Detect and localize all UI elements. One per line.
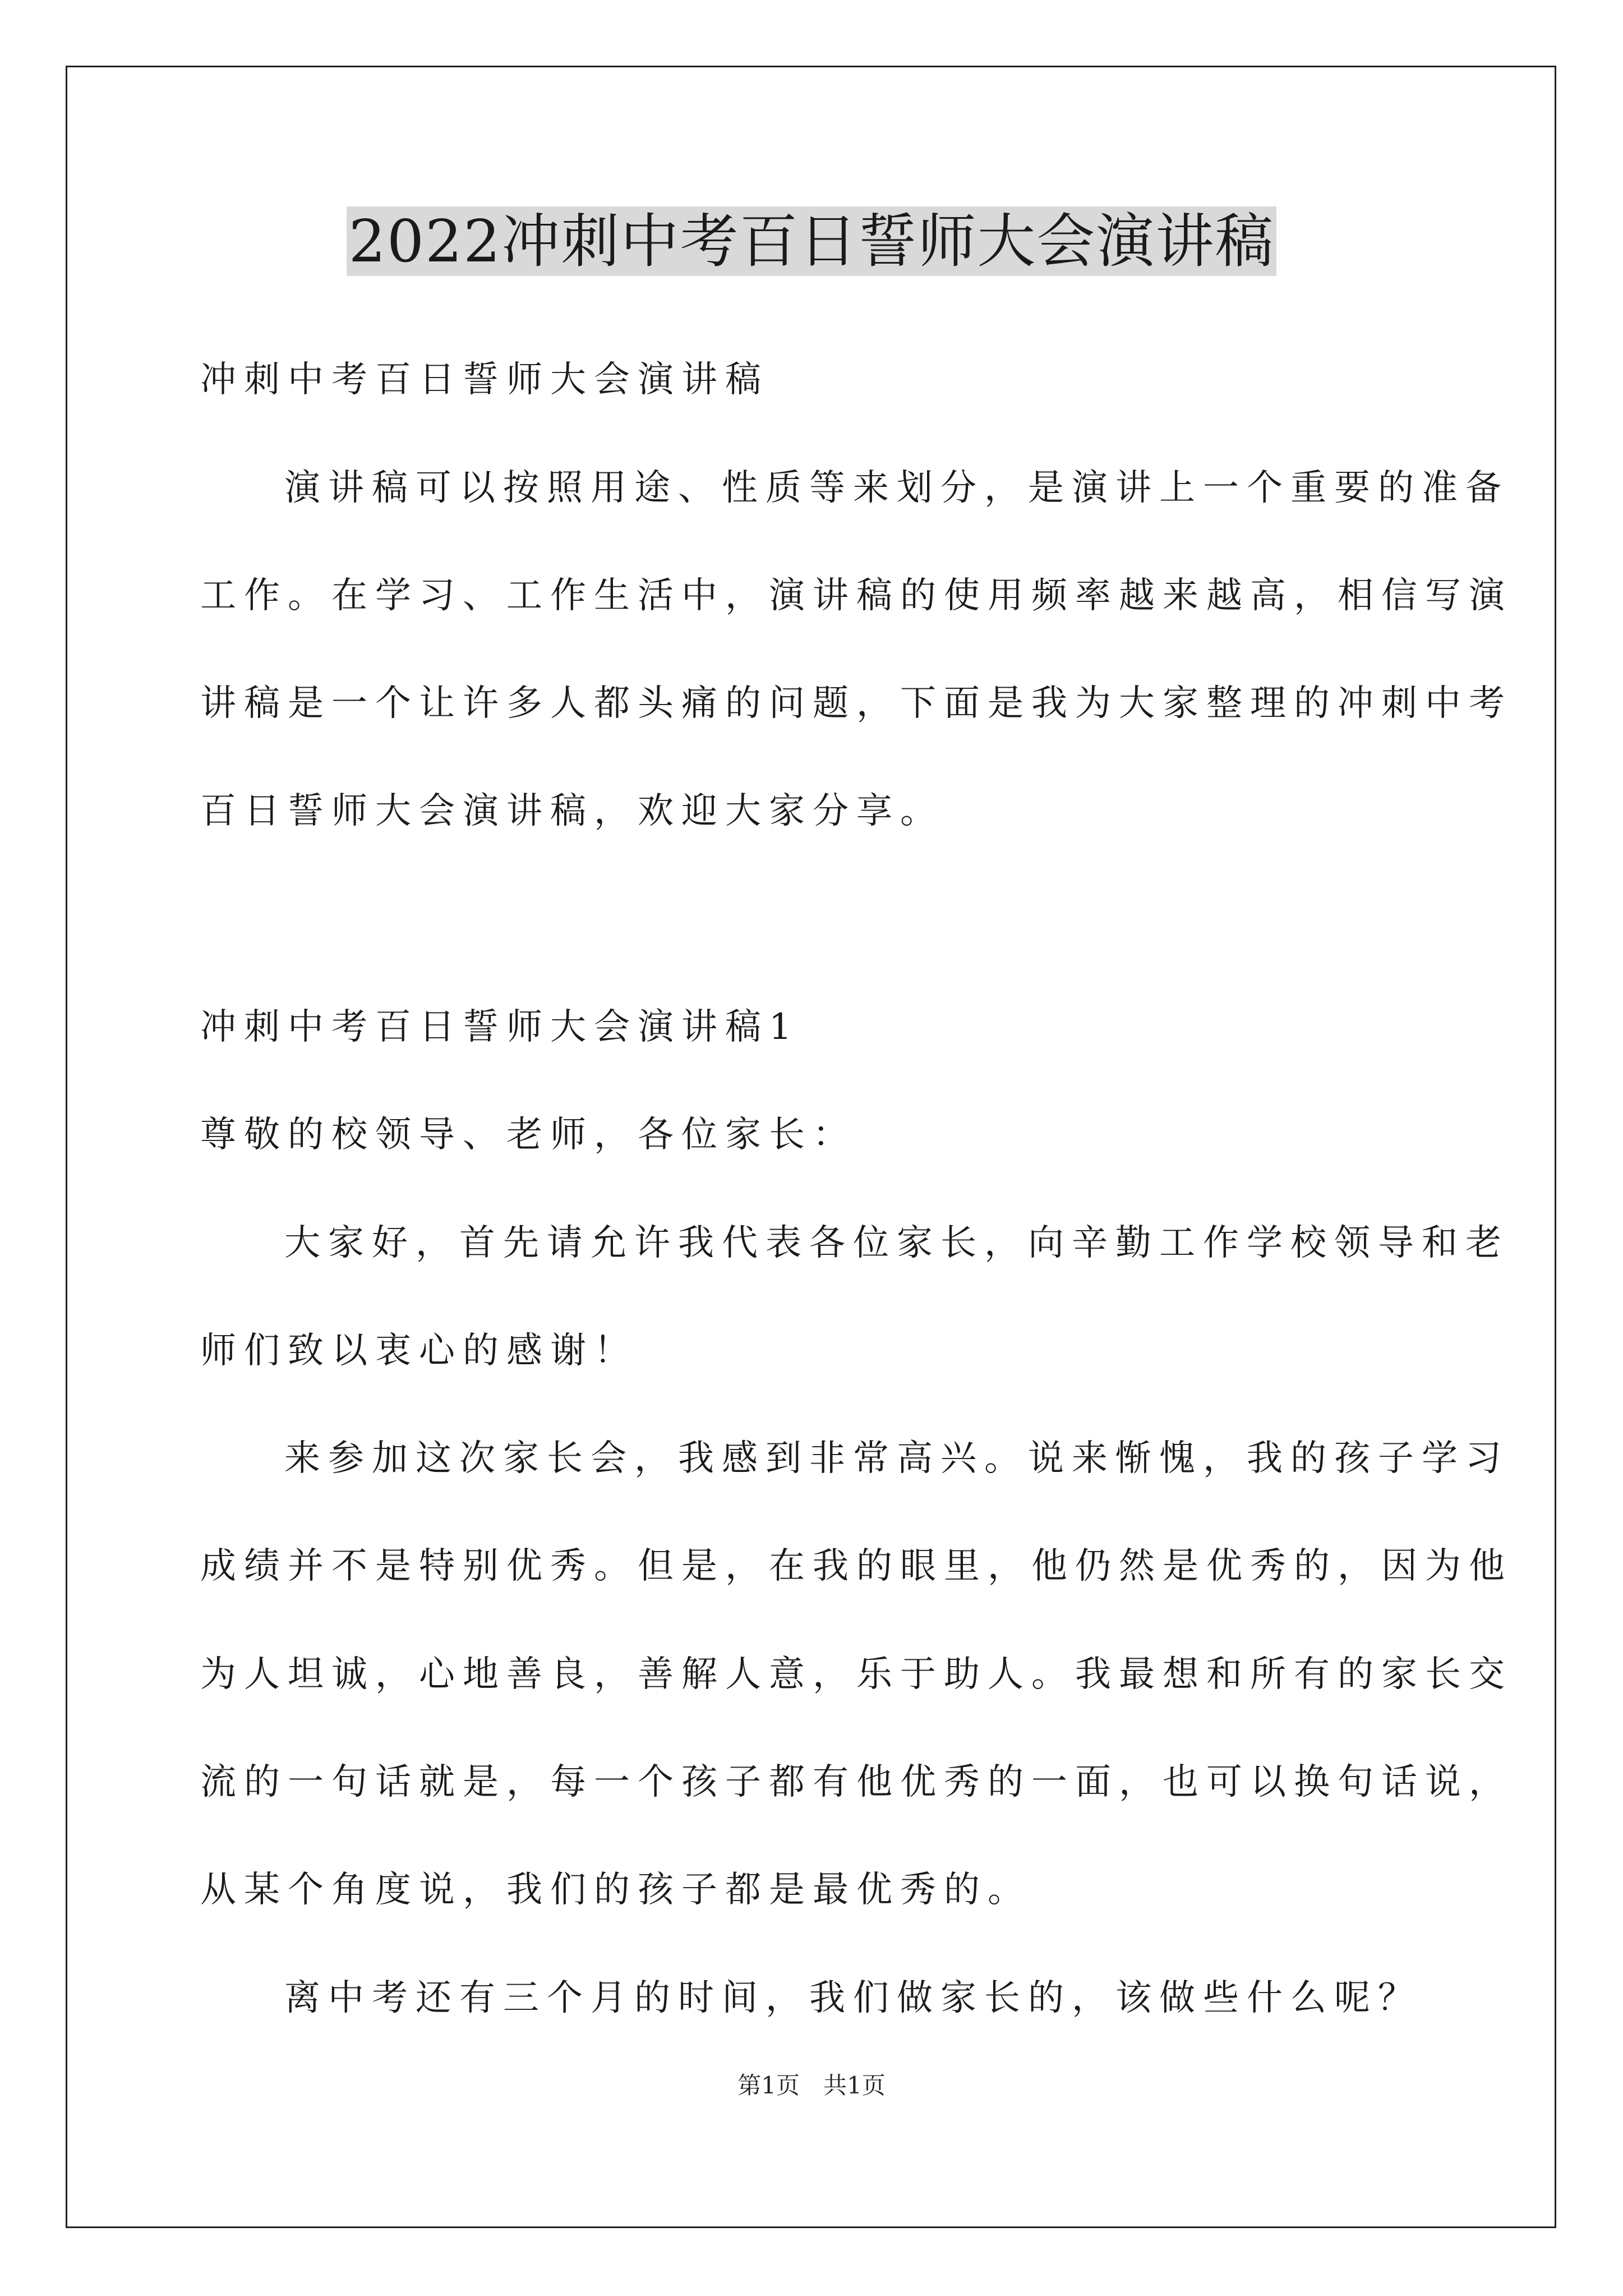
body-line: 为人坦诚，心地善良，善解人意，乐于助人。我最想和所有的家长交 [200, 1654, 1513, 1695]
salutation: 尊敬的校领导、老师，各位家长： [200, 1114, 856, 1156]
document-title: 2022冲刺中考百日誓师大会演讲稿 [347, 206, 1277, 276]
intro-line: 讲稿是一个让许多人都头痛的问题，下面是我为大家整理的冲刺中考 [200, 683, 1513, 724]
body-line: 大家好，首先请允许我代表各位家长，向辛勤工作学校领导和老 [284, 1222, 1509, 1264]
body-line: 从某个角度说，我们的孩子都是最优秀的。 [200, 1869, 1031, 1911]
intro-line: 演讲稿可以按照用途、性质等来划分，是演讲上一个重要的准备 [284, 467, 1509, 509]
body-line: 离中考还有三个月的时间，我们做家长的，该做些什么呢？ [284, 1977, 1422, 2019]
intro-line: 百日誓师大会演讲稿，欢迎大家分享。 [200, 790, 944, 832]
intro-line: 工作。在学习、工作生活中，演讲稿的使用频率越来越高，相信写演 [200, 575, 1513, 616]
title-container [0, 206, 1623, 276]
body-line: 师们致以衷心的感谢！ [200, 1330, 638, 1372]
body-line: 成绩并不是特别优秀。但是，在我的眼里，他仍然是优秀的，因为他 [200, 1545, 1513, 1587]
body-line: 流的一句话就是，每一个孩子都有他优秀的一面，也可以换句话说， [200, 1761, 1513, 1803]
document-subtitle: 冲刺中考百日誓师大会演讲稿 [200, 359, 769, 401]
section-heading: 冲刺中考百日誓师大会演讲稿1 [200, 1006, 800, 1048]
page-footer: 第1页 共1页 [737, 2072, 886, 2099]
body-line: 来参加这次家长会，我感到非常高兴。说来惭愧，我的孩子学习 [284, 1438, 1509, 1479]
